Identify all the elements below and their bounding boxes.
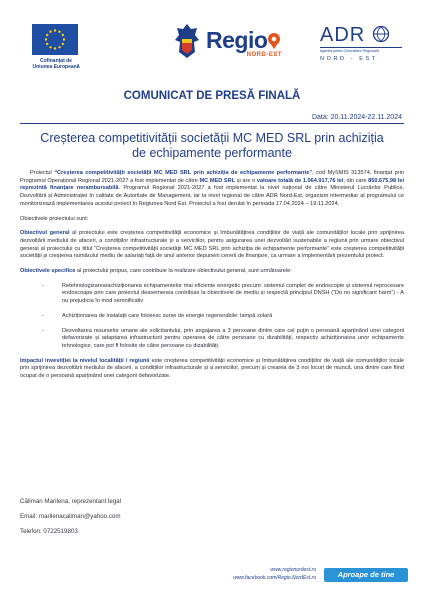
bullet-mark: - (42, 312, 44, 319)
impact-label: Impactul investiției la nivelul localității / regiunii (20, 357, 150, 364)
regio-logo (206, 28, 294, 66)
adr-wordmark: ADR (320, 24, 406, 46)
project-name: “Creșterea competitivității societății MC MED SRL prin achiziția de echipamente performante” (54, 170, 313, 176)
regio-pin-icon (267, 32, 281, 50)
page-title: COMUNICAT DE PRESĂ FINALĂ (123, 90, 301, 102)
adr-region: NORD - EST (320, 56, 378, 62)
contact-phone: Telefon: 0722519803 (20, 528, 78, 535)
general-objective-paragraph: Obiectivul general al proiectului este creșterea competitivității economice și îmbunătățirea condițiilor de viață ale comunităților locale prin sprijinirea dezvoltării mediului de afaceri, a condițiilor infrastructurale și a serviciilor, pentru asigurarea unei dezvoltări sustenabile a regiunii prin urmare obiectivul general al proiectului cu titlul “Creșterea competitivității societății MC MED SRL prin achiziția de echipamente performante” este creșterea competitivității societății și creșterea numărului mediu de salariați față de anul anterior depunerii cererii de finanțare, ca urmare a implementării prezentului proiect. (20, 230, 404, 260)
list-item: - Retehnologizarea/achiziționarea echipamentelor mai eficiente energetic precum: sistemul complet de endoscopie și sistemul reprocesare endoscoape prin care proiectul deasemenea contribuie la obiectivele de mediu și respectă principiul DNSH (“Do no significant harm”) - A nu prejudicia în mod semnificativ (42, 282, 404, 305)
romania-coat-of-arms-icon (172, 22, 202, 62)
total-value: valoare totală de 1.064.917,76 lei (256, 177, 344, 184)
press-release-date: Data: 20.11.2024-22.11.2024 (311, 114, 402, 121)
list-item: - Dezvoltarea resurselor umane ale solicitantului, prin angajarea a 3 persoane dintre care cel puțin o persoană aparținând unei categorii defavorizate și adaptarea infrastructurii pentru operarea de către persoane cu dizabilități, respectiv achiziționarea unor echipamente tehnologice, care pot fi folosite de către persoane cu dizabilități. (42, 327, 404, 349)
body-text (20, 170, 404, 388)
eu-logo (26, 24, 86, 70)
impact-paragraph: Impactul investiției la nivelul localității / regiunii este creșterea competitivității economice și îmbunătățirea condițiilor de viață ale comunităților locale prin sprijinirea dezvoltării mediului de afaceri, a condițiilor infrastructurale și a serviciilor, precum și crearea de 3 noi locuri de muncă, una dintre care fiind ocupat de o persoană aparținând unei categorii defavorizate. (20, 357, 405, 380)
adr-globe-icon (372, 25, 390, 43)
general-objective-label: Obiectivul general (20, 230, 70, 237)
project-subtitle: Creșterea competitivității societății MC MED SRL prin achiziția de echipamente performante (40, 131, 384, 160)
footer-links (226, 567, 316, 582)
specific-objectives-paragraph: Obiectivele specifice al proiectului propus, care contribuie la realizare obiectivului general, sunt următoarele: (20, 268, 292, 275)
eu-caption (26, 58, 86, 70)
bullet-mark: - (42, 282, 44, 289)
slogan-badge: Aproape de tine (324, 568, 408, 582)
regio-wordmark: Regio (206, 28, 294, 52)
eu-stars (32, 24, 78, 55)
bullet-mark: - (42, 327, 44, 334)
contact-name: Căliman Marilena, reprezentant legal (20, 498, 122, 505)
list-item: - Achiziționarea de instalații care folosesc surse de energie regenerabile: lampă solară (42, 312, 273, 319)
intro-paragraph: Proiectul “Creșterea competitivității societății MC MED SRL prin achiziția de echipamente performante”, cod MySMIS 313574, finanțat prin Programul Operațional Regional 2021-2027 a fost implementat de către MC MED SRL și are o valoare totală de 1.064.917,76 lei, din care 850.675,98 lei reprezintă finanțare nerambursabilă. Programul Regional 2021-2027 a fost implementat la nivel național de către Ministerul Lucrărilor Publice, Dezvoltării și Administrației în calitate de Autoritate de Management, iar la nivel regional de către ADR Nord-Est, organism intermediar al programului ce monitorizează implementarea acestui proiect în Regiunea Nord Est. Proiectul a fost derulat în perioada 17.04.2024 – 19.11.2024. (20, 170, 405, 207)
title-divider (20, 123, 404, 124)
beneficiary-name: MC MED SRL (199, 177, 236, 184)
adr-logo (320, 24, 406, 68)
non-refundable-value: 850.675,98 lei reprezintă finanțare nerambursabilă (20, 177, 405, 192)
eu-flag-icon (32, 24, 78, 55)
facebook-link[interactable]: www.facebook.com/Regio.NordEst.ro (233, 574, 316, 581)
logo-bar (20, 22, 406, 72)
objectives-intro: Obiectivele proiectului sunt: (20, 215, 89, 222)
contact-email[interactable]: Email: marilenacaliman@yahoo.com (20, 513, 121, 520)
adr-divider (320, 47, 402, 48)
eu-caption-line1: Cofinanțat de (40, 58, 72, 64)
website-link[interactable]: www.regionordest.ro (270, 567, 316, 573)
specific-objectives-label: Obiectivele specifice (20, 268, 76, 275)
eu-caption-line2: Uniunea Europeană (32, 64, 80, 70)
adr-agency-name: Agenția pentru Dezvoltare Regională (320, 49, 379, 53)
regio-subtitle: NORD-EST (246, 52, 282, 58)
